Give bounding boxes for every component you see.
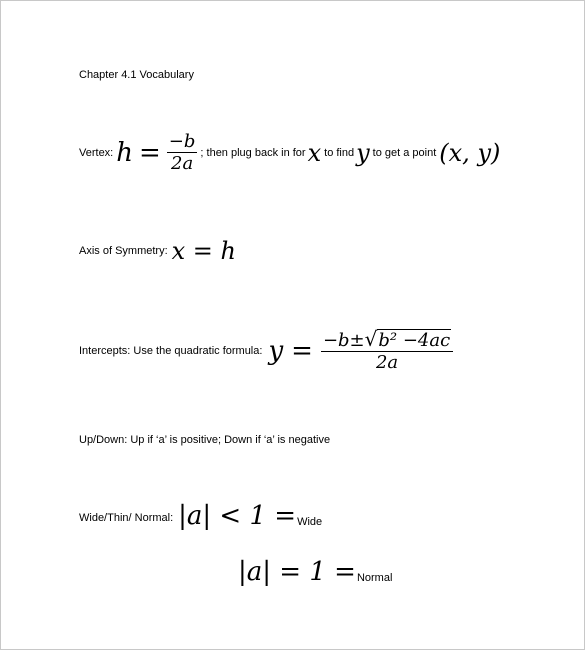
quadratic-formula-fraction (321, 329, 453, 373)
intercepts-label: Intercepts: Use the quadratic formula: (79, 345, 263, 357)
quadratic-denominator: 2a (375, 352, 399, 373)
vertex-lhs: h (116, 137, 133, 168)
vertex-var-x: x (307, 138, 322, 167)
vertex-text-1: ; then plug back in for (200, 146, 306, 159)
wide-subscript: Wide (297, 516, 323, 528)
normal-expression: |a| = 1 = (238, 557, 356, 587)
quadratic-numerator-prefix: −b± (322, 330, 365, 351)
radicand: b² −4ac (378, 330, 451, 351)
normal-subscript: Normal (356, 572, 393, 584)
square-root (365, 329, 452, 351)
quadratic-numerator (321, 329, 453, 351)
axis-line (79, 237, 236, 265)
vertex-label: Vertex: (79, 146, 114, 159)
vertex-numerator: −b (168, 131, 196, 152)
widethin-label: Wide/Thin/ Normal: (79, 512, 174, 524)
axis-label: Axis of Symmetry: (79, 245, 168, 257)
updown-line: Up/Down: Up if ‘a’ is positive; Down if ‘a’ is negative (79, 434, 331, 446)
vertex-equals: = (139, 137, 161, 168)
widethin-line (79, 501, 322, 531)
intercepts-equals: = (291, 336, 313, 366)
vertex-text-3: to get a point (372, 146, 437, 159)
vertex-fraction (167, 131, 198, 174)
vertex-var-y: y (356, 138, 370, 167)
vertex-text-2: to find (324, 146, 355, 159)
normal-line (238, 557, 392, 587)
axis-expression: x = h (171, 237, 236, 265)
vertex-denominator: 2a (171, 153, 194, 174)
intercepts-line (79, 329, 453, 373)
wide-expression: |a| < 1 = (178, 501, 297, 531)
chapter-title: Chapter 4.1 Vocabulary (79, 69, 194, 81)
vertex-line (79, 131, 500, 174)
vertex-point: (x, y) (439, 138, 501, 167)
radical-sign-icon: √ (364, 327, 378, 351)
intercepts-lhs: y (268, 336, 284, 366)
